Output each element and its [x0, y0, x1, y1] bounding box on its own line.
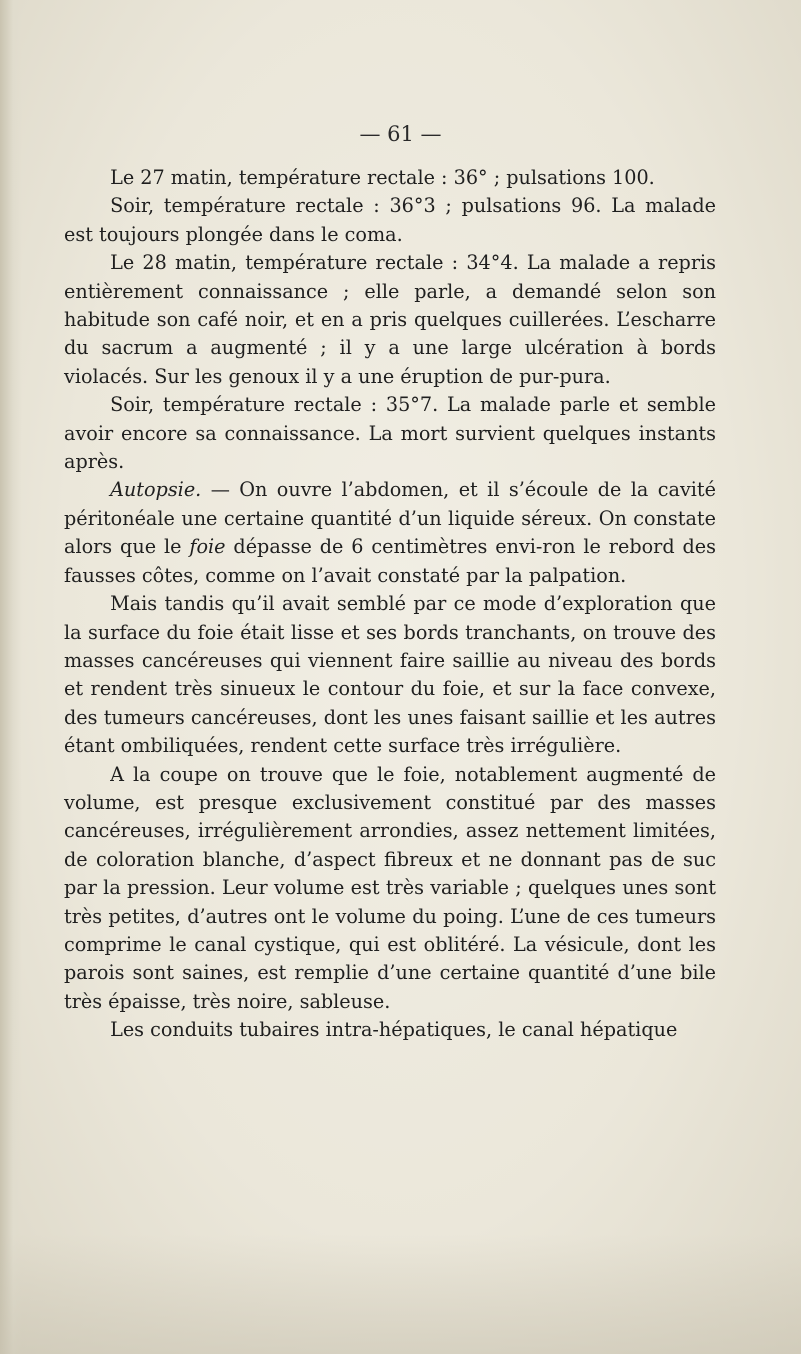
paragraph-text: Soir, température rectale : 36°3 ; pulsations 96. La malade est toujours plongée dans le coma.: [64, 194, 716, 246]
paragraph: [64, 192, 716, 249]
paragraph-text: Le 28 matin, température rectale : 34°4. La malade a repris entièrement connaissance ; elle parle, a demandé selon son habitude son café noir, et en a pris quelques cuillerées. L’escharre du sacrum a augmenté ; il y a une large ulcération à bords violacés. Sur les genoux il y a une éruption de pur-pura.: [64, 251, 716, 388]
paragraph: [64, 164, 716, 192]
paragraph: [64, 1016, 716, 1044]
page-number: — 61 —: [359, 122, 442, 146]
paragraph-autopsie: [64, 476, 716, 590]
page-edge-shadow: [0, 0, 22, 1354]
paragraph-text: Le 27 matin, température rectale : 36° ; pulsations 100.: [110, 166, 655, 189]
paragraph: [64, 391, 716, 476]
section-lead: Autopsie.: [110, 478, 202, 502]
paragraph: [64, 249, 716, 391]
body-text: [64, 164, 716, 1045]
paragraph: [64, 761, 716, 1017]
paragraph-text: — On ouvre l’abdomen, et il s’écoule de la cavité péritonéale une certaine quantité d’un liquide séreux. On constate alors que le: [64, 478, 716, 559]
paragraph-text: Mais tandis qu’il avait semblé par ce mode d’exploration que la surface du foie était lisse et ses bords tranchants, on trouve des masses cancéreuses qui viennent faire saillie au niveau des bords et rendent très sinueux le contour du foie, et sur la face convexe, des tumeurs cancéreuses, dont les unes faisant saillie et les autres étant ombiliquées, rendent cette surface très irrégulière.: [64, 592, 716, 758]
paragraph-text: A la coupe on trouve que le foie, notablement augmenté de volume, est presque exclusivement constitué par des masses cancéreuses, irrégulièrement arrondies, assez nettement limitées, de coloration blanche, d’aspect fibreux et ne donnant pas de suc par la pression. Leur volume est très variable ; quelques unes sont très petites, d’autres ont le volume du poing. L’une de ces tumeurs comprime le canal cystique, qui est oblitéré. La vésicule, dont les parois sont saines, est remplie d’une certaine quantité d’une bile très épaisse, très noire, sableuse.: [64, 762, 716, 1013]
emphasized-term: foie: [189, 535, 226, 559]
page-bottom-shadow: [0, 1234, 801, 1354]
paragraph-text-tail: dépasse de 6 centimètres envi-ron le rebord des fausses côtes, comme on l’avait constaté par la palpation.: [64, 535, 716, 587]
paragraph-text: Soir, température rectale : 35°7. La malade parle et semble avoir encore sa connaissance. La mort survient quelques instants après.: [64, 393, 716, 474]
paragraph-text: Les conduits tubaires intra-hépatiques, le canal hépatique: [110, 1018, 678, 1042]
paragraph: [64, 590, 716, 760]
